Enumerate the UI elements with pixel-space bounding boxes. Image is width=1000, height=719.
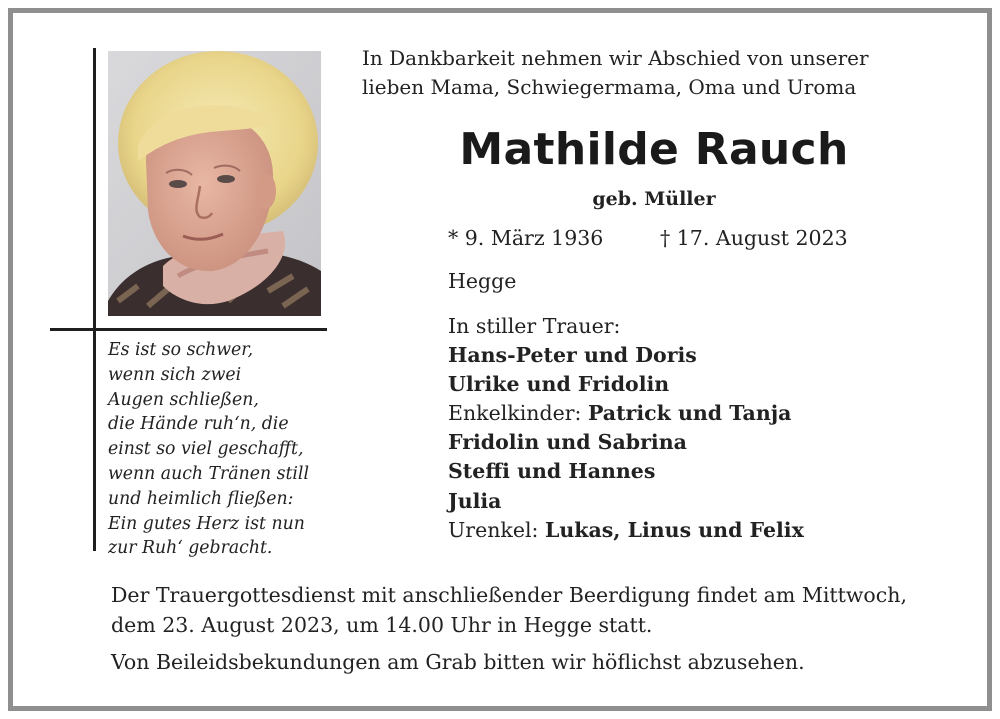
mourner-family: Hans-Peter und Doris — [448, 343, 697, 368]
condolence-note: Von Beileidsbekundungen am Grab bitten wir höflichst abzusehen. — [111, 650, 805, 674]
great-grandchildren-row — [448, 516, 804, 545]
life-dates — [448, 226, 848, 250]
mourner-family: Ulrike und Fridolin — [448, 372, 670, 397]
poem-line: zur Ruh‘ gebracht. — [108, 538, 273, 559]
intro-text — [362, 44, 869, 102]
birth-date: * 9. März 1936 — [448, 226, 604, 250]
poem-line: Es ist so schwer, — [108, 340, 254, 360]
grandchild-name: Patrick und Tanja — [587, 401, 792, 426]
poem-line: wenn sich zwei — [108, 364, 242, 385]
great-grandchildren-names: Lukas, Linus und Felix — [544, 517, 804, 542]
mourners-list — [448, 312, 804, 545]
poem-line: wenn auch Tränen still — [108, 463, 309, 484]
deceased-name: Mathilde Rauch — [459, 124, 849, 175]
grandchildren-row — [448, 399, 804, 428]
death-date: † 17. August 2023 — [660, 226, 848, 250]
intro-line: In Dankbarkeit nehmen wir Abschied von unserer — [362, 46, 869, 70]
service-line: Der Trauergottesdienst mit anschließender Beerdigung findet am Mittwoch, — [111, 583, 907, 607]
poem-line: Augen schließen, — [108, 389, 259, 410]
funeral-service-info — [111, 580, 971, 677]
great-grandchildren-label: Urenkel: — [448, 517, 545, 542]
mourners-heading: In stiller Trauer: — [448, 314, 621, 338]
poem-line: Ein gutes Herz ist nun — [108, 513, 305, 534]
residence-place: Hegge — [448, 269, 517, 293]
portrait-photo — [108, 51, 321, 316]
poem-line: einst so viel geschafft, — [108, 439, 304, 460]
service-line: dem 23. August 2023, um 14.00 Uhr in Hegge statt. — [111, 613, 653, 637]
grandchild-name: Julia — [448, 488, 502, 513]
poem-line: die Hände ruh‘n, die — [108, 414, 289, 435]
poem-line: und heimlich fließen: — [108, 488, 294, 509]
grandchild-name: Fridolin und Sabrina — [448, 430, 687, 455]
grandchild-name: Steffi und Hannes — [448, 459, 656, 484]
grandchildren-label: Enkelkinder: — [448, 401, 588, 426]
intro-line: lieben Mama, Schwiegermama, Oma und Uroma — [362, 75, 857, 99]
cross-vertical-line — [93, 48, 96, 551]
cross-horizontal-line — [50, 328, 327, 331]
memorial-poem — [108, 338, 338, 561]
birth-name: geb. Müller — [592, 188, 716, 210]
